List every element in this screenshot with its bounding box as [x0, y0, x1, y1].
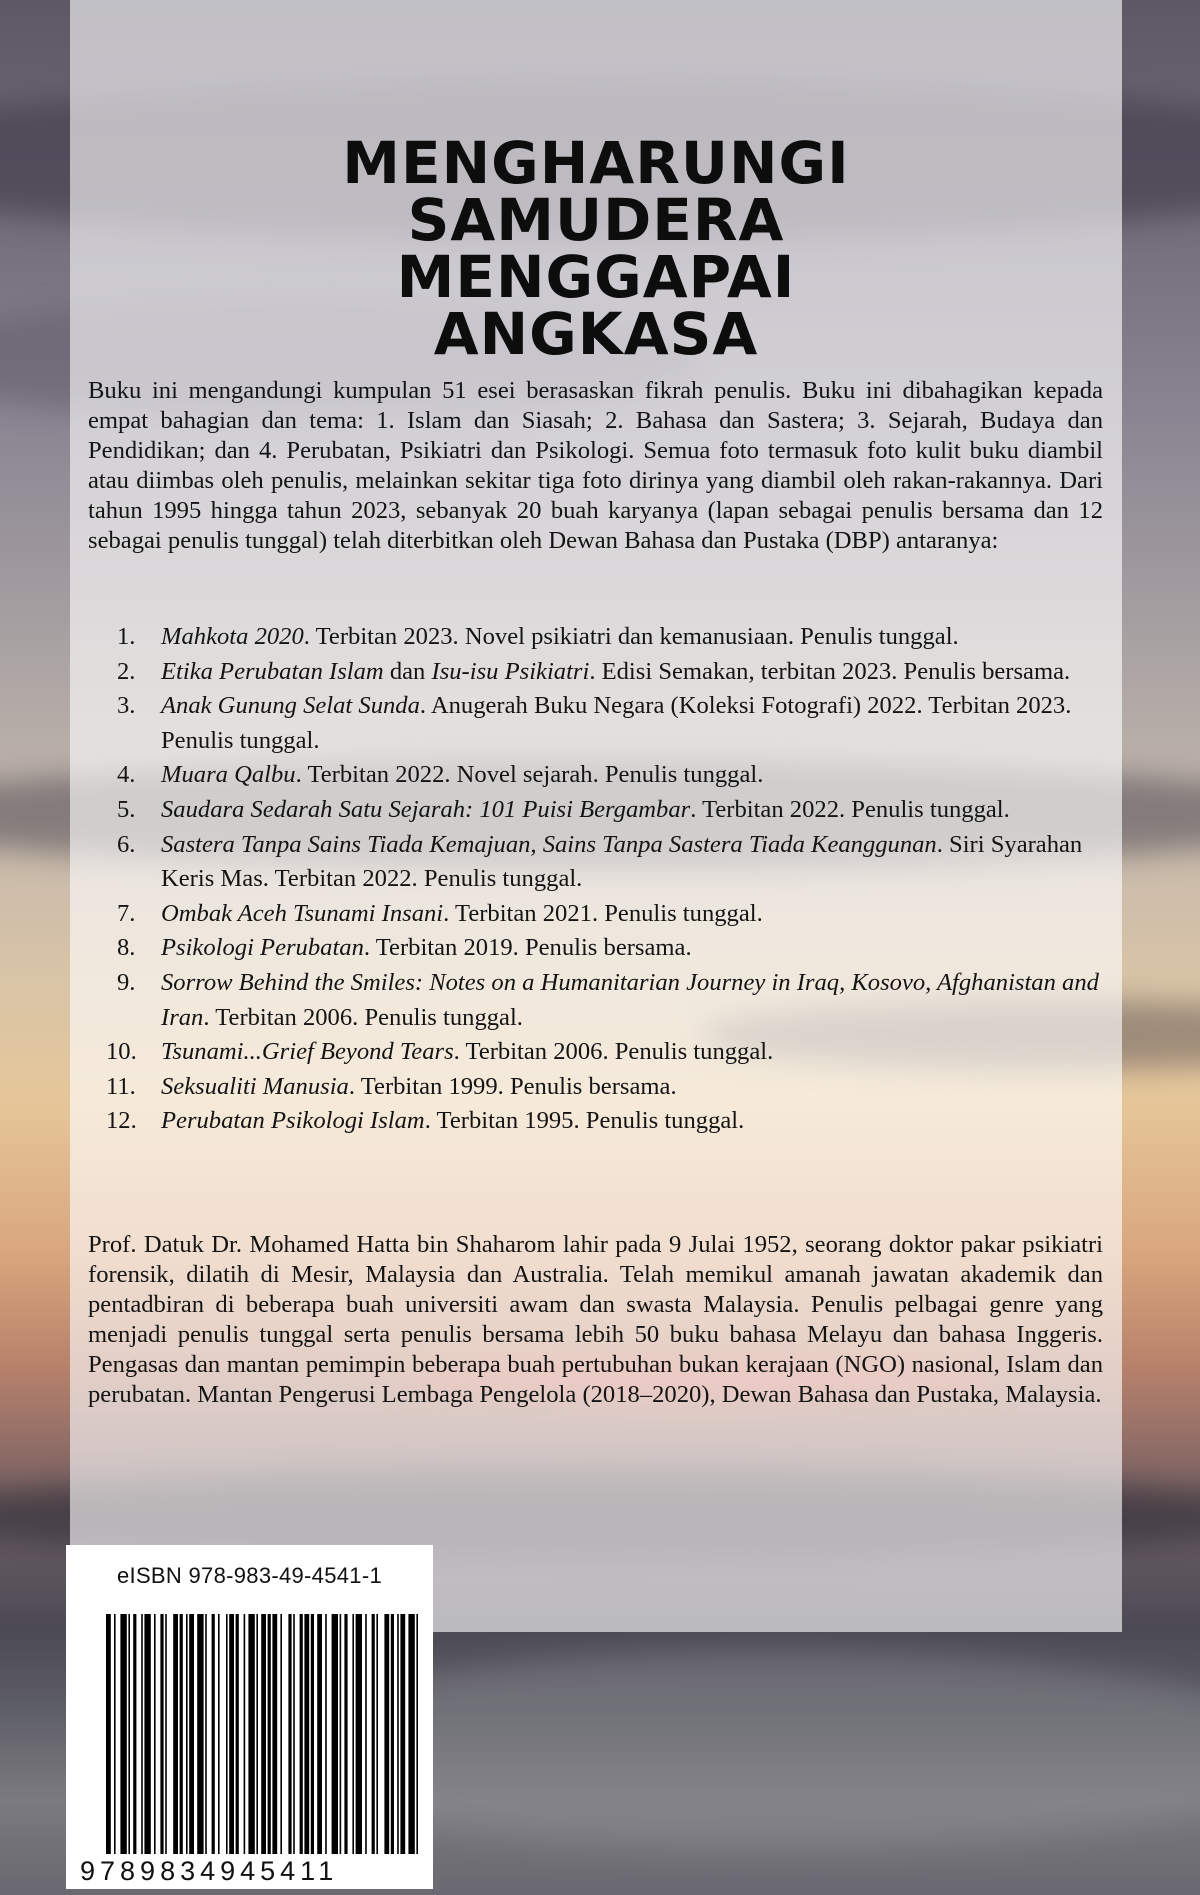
book-title-italic: Sastera Tanpa Sains Tiada Kemajuan, Sains Tanpa Sastera Tiada Keanggunan: [161, 830, 937, 858]
punct: .: [936, 830, 943, 858]
book-title-italic: Seksualiti Manusia: [161, 1072, 349, 1100]
book-title-italic: Ombak Aceh Tsunami Insani: [161, 899, 444, 927]
list-number: 12.: [106, 1107, 137, 1135]
punct: .: [424, 1107, 431, 1135]
barcode-bar: [288, 1614, 291, 1854]
conjunction: dan: [383, 657, 432, 685]
barcode-bar: [400, 1614, 405, 1854]
book-title-italic: Psikologi Perubatan: [161, 934, 364, 962]
punct: .: [363, 934, 371, 962]
punct: .: [303, 623, 310, 650]
barcode-bar: [180, 1614, 183, 1854]
book-title-italic: Sorrow Behind the Smiles: Notes on a Humanitarian Journey in Iraq, Kosovo, Afghanistan and Iran: [161, 968, 1099, 1031]
book-detail: Terbitan 2022. Novel sejarah. Penulis tunggal.: [301, 761, 764, 789]
list-number: 6.: [117, 830, 136, 858]
punct: .: [348, 1072, 356, 1100]
barcode-bar: [144, 1614, 150, 1854]
book-title-italic: Etika Perubatan Islam: [161, 657, 384, 685]
barcode-icon: [104, 1614, 424, 1854]
list-number: 4.: [117, 761, 136, 789]
book-title-italic: Mahkota 2020: [161, 623, 304, 650]
barcode-bar: [372, 1614, 375, 1854]
book-detail: Terbitan 2006. Penulis tunggal.: [209, 1003, 523, 1031]
barcode-bar: [248, 1614, 254, 1854]
barcode-bar: [376, 1614, 378, 1854]
barcode-bar: [197, 1614, 203, 1854]
barcode-bar: [397, 1614, 399, 1854]
book-detail: Terbitan 2022. Penulis tunggal.: [696, 795, 1010, 823]
isbn-barcode-box: [66, 1545, 433, 1889]
punct: .: [589, 657, 596, 685]
book-title-italic: Perubatan Psikologi Islam: [161, 1107, 425, 1135]
list-number: 1.: [117, 623, 136, 650]
book-detail: Anugerah Buku Negara (Koleksi Fotografi) 2022. Terbitan 2023. Penulis tunggal.: [161, 692, 1072, 754]
list-number: 11.: [106, 1072, 136, 1100]
barcode-bar: [300, 1614, 303, 1854]
barcode-bar: [332, 1614, 338, 1854]
punct: .: [690, 795, 697, 823]
barcode-bar: [268, 1614, 271, 1854]
punct: .: [443, 899, 450, 927]
barcode-bar: [226, 1614, 228, 1854]
list-item: [88, 897, 1103, 932]
barcode-bar: [133, 1614, 136, 1854]
barcode-bar: [165, 1614, 167, 1854]
barcode-bar: [141, 1614, 143, 1854]
barcode-bar: [120, 1614, 126, 1854]
list-item: [88, 1035, 1103, 1070]
barcode-bar: [416, 1614, 418, 1854]
list-item: [88, 793, 1103, 828]
barcode-bar: [365, 1614, 367, 1854]
barcode-bar: [154, 1614, 156, 1854]
book-detail: Terbitan 1995. Penulis tunggal.: [430, 1107, 745, 1135]
punct: .: [453, 1038, 460, 1066]
list-number: 9.: [117, 968, 136, 996]
barcode-bar: [304, 1614, 309, 1854]
author-bio-paragraph: Prof. Datuk Dr. Mohamed Hatta bin Shaharom lahir pada 9 Julai 1952, seorang doktor pakar psikiatri forensik, dilatih di Mesir, Malaysia dan Australia. Telah memikul amanah jawatan akademik dan pentadbiran di beberapa buah universiti awam dan swasta Malaysia. Penulis pelbagai genre yang menjadi penulis tunggal serta penulis bersama lebih 50 buku bahasa Melayu dan bahasa Inggeris. Pengasas dan mantan pemimpin beberapa buah pertubuhan bukan kerajaan (NGO) nasional, Islam dan perubatan. Mantan Pengerusi Lembaga Pengelola (2018–2020), Dewan Bahasa dan Pustaka, Malaysia.: [88, 1231, 1103, 1408]
barcode-bar: [212, 1614, 215, 1854]
barcode-bar: [189, 1614, 194, 1854]
list-number: 5.: [117, 795, 136, 823]
barcode-bar: [128, 1614, 130, 1854]
punct: .: [419, 692, 427, 720]
barcode-bar: [352, 1614, 354, 1854]
book-list: [88, 620, 1103, 1139]
eisbn-label: eISBN 978-983-49-4541-1: [117, 1563, 382, 1588]
barcode-bar: [311, 1614, 314, 1854]
barcode-bar: [280, 1614, 282, 1854]
list-item: [88, 1104, 1103, 1139]
barcode-bar: [244, 1614, 246, 1854]
list-item: [88, 758, 1103, 793]
list-item: [88, 620, 1103, 655]
barcode-bar: [173, 1614, 178, 1854]
book-detail: Terbitan 2023. Novel psikiatri dan kemanusiaan. Penulis tunggal.: [309, 623, 959, 650]
list-item: [88, 828, 1103, 897]
barcode-bar: [218, 1614, 220, 1854]
barcode-bar: [114, 1614, 116, 1854]
title-line: MENGGAPAI: [396, 243, 796, 311]
title-line: SAMUDERA: [407, 186, 785, 254]
list-item: [88, 1070, 1103, 1105]
punct: .: [295, 761, 302, 789]
book-title-italic: Saudara Sedarah Satu Sejarah: 101 Puisi Bergambar: [161, 795, 691, 823]
list-item: [88, 655, 1103, 690]
book-title-italic: Muara Qalbu: [161, 761, 296, 789]
barcode-bar: [344, 1614, 347, 1854]
book-detail: Terbitan 2006. Penulis tunggal.: [459, 1038, 774, 1066]
intro-paragraph: Buku ini mengandungi kumpulan 51 esei berasaskan fikrah penulis. Buku ini dibahagikan kepada empat bahagian dan tema: 1. Islam dan Siasah; 2. Bahasa dan Sastera; 3. Sejarah, Budaya dan Pendidikan; dan 4. Perubatan, Psikiatri dan Psikologi. Semua foto termasuk foto kulit buku diambil atau diimbas oleh penulis, melainkan sekitar tiga foto dirinya yang diambil oleh rakan-rakannya. Dari tahun 1995 hingga tahun 2023, sebanyak 20 buah karyanya (lapan sebagai penulis bersama dan 12 sebagai penulis tunggal) telah diterbitkan oleh Dewan Bahasa dan Pustaka (DBP) antaranya:: [88, 377, 1103, 554]
barcode-bar: [205, 1614, 207, 1854]
barcode-bar: [261, 1614, 266, 1854]
list-item: [88, 966, 1103, 1035]
barcode-bar: [340, 1614, 342, 1854]
barcode-bar: [106, 1614, 111, 1854]
title-line: MENGHARUNGI: [342, 129, 850, 197]
book-title: [70, 129, 1122, 368]
barcode-bar: [317, 1614, 322, 1854]
list-number: 8.: [117, 934, 136, 962]
barcode-bar: [229, 1614, 234, 1854]
barcode-bar: [256, 1614, 258, 1854]
book-detail: Siri Syarahan Keris Mas. Terbitan 2022. Penulis tunggal.: [161, 830, 1083, 893]
barcode-bar: [391, 1614, 394, 1854]
barcode-bar: [356, 1614, 362, 1854]
barcode-bar: [160, 1614, 163, 1854]
list-number: 7.: [117, 899, 136, 927]
book-title-italic: Anak Gunung Selat Sunda: [161, 692, 420, 720]
list-number: 10.: [106, 1038, 137, 1066]
barcode-bar: [293, 1614, 295, 1854]
book-detail: Terbitan 2021. Penulis tunggal.: [449, 899, 763, 927]
barcode-bar: [408, 1614, 414, 1854]
book-detail: Edisi Semakan, terbitan 2023. Penulis bersama.: [595, 657, 1071, 685]
barcode-bar: [186, 1614, 188, 1854]
list-item: [88, 689, 1103, 758]
barcode-digits: 9789834945411: [80, 1856, 339, 1886]
title-line: ANGKASA: [433, 300, 759, 368]
barcode-bar: [236, 1614, 239, 1854]
punct: .: [203, 1003, 210, 1031]
book-title-italic: Tsunami...Grief Beyond Tears: [161, 1038, 454, 1066]
list-number: 3.: [117, 692, 136, 720]
book-detail: Terbitan 2019. Penulis bersama.: [370, 934, 692, 962]
barcode-bar: [384, 1614, 389, 1854]
barcode-bar: [325, 1614, 327, 1854]
barcode-bar: [272, 1614, 277, 1854]
list-item: [88, 931, 1103, 966]
list-number: 2.: [117, 657, 136, 685]
book-title-italic: Isu-isu Psikiatri: [431, 657, 590, 685]
book-detail: Terbitan 1999. Penulis bersama.: [355, 1072, 677, 1100]
